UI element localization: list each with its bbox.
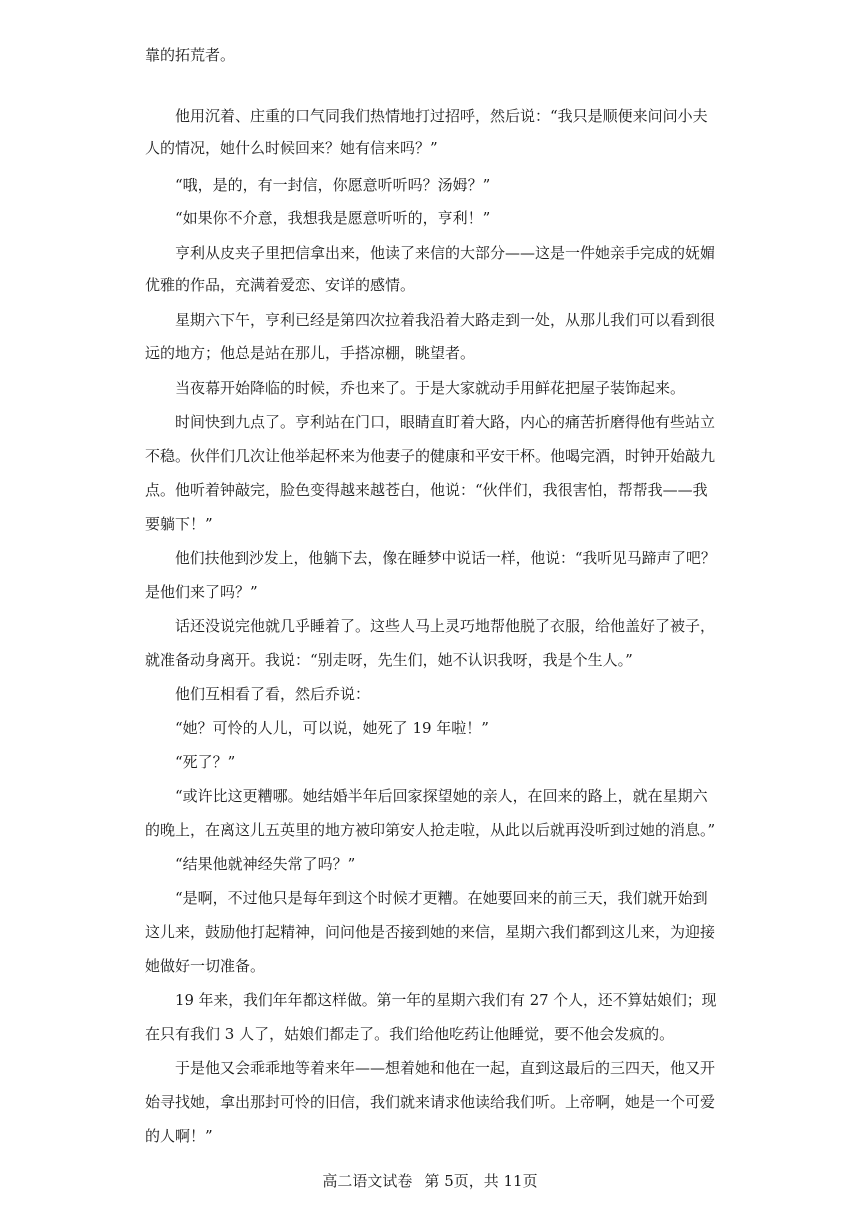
text-line: 远的地方；他总是站在那儿，手搭凉棚，眺望者。 (145, 344, 476, 362)
text-line: 时间快到九点了。亨利站在门口，眼睛直盯着大路，内心的痛苦折磨得他有些站立 (175, 413, 716, 431)
text-line: 她做好一切准备。 (145, 957, 266, 975)
text-line: 当夜幕开始降临的时候，乔也来了。于是大家就动手用鲜花把屋子装饰起来。 (175, 379, 686, 397)
text-line: “结果他就神经失常了吗？” (175, 855, 356, 873)
text-line: 他们互相看了看，然后乔说： (175, 685, 371, 703)
text-line: 于是他又会乖乖地等着来年——想着她和他在一起，直到这最后的三四天，他又开 (175, 1059, 716, 1077)
exam-title: 高二语文试卷 (322, 1172, 413, 1190)
text-line: “是啊，不过他只是每年到这个时候才更糟。在她要回来的前三天，我们就开始到 (175, 889, 708, 907)
text-line: 始寻找她，拿出那封可怜的旧信，我们就来请求他读给我们听。上帝啊，她是一个可爱 (145, 1093, 716, 1111)
text-line: 人的情况，她什么时候回来？她有信来吗？” (145, 139, 438, 157)
text-line: 话还没说完他就几乎睡着了。这些人马上灵巧地帮他脱了衣服，给他盖好了被子， (175, 617, 716, 635)
text-line: “哦，是的，有一封信，你愿意听听吗？汤姆？” (175, 176, 491, 194)
text-line: 点。他听着钟敲完，脸色变得越来越苍白，他说：“伙伴们，我很害怕，帮帮我——我 (145, 481, 708, 499)
text-line: 在只有我们 3 人了，姑娘们都走了。我们给他吃药让他睡觉，要不他会发疯的。 (145, 1025, 675, 1043)
text-line: 的人啊！” (145, 1127, 213, 1145)
text-line: 不稳。伙伴们几次让他举起杯来为他妻子的健康和平安干杯。他喝完酒，时钟开始敲九 (145, 447, 716, 465)
text-line: 这儿来，鼓励他打起精神，问问他是否接到她的来信，星期六我们都到这儿来，为迎接 (145, 923, 716, 941)
text-line: “或许比这更糟哪。她结婚半年后回家探望她的亲人，在回来的路上，就在星期六 (175, 787, 708, 805)
page-footer (0, 1170, 860, 1191)
text-line: 是他们来了吗？” (145, 583, 258, 601)
text-line: “死了？” (175, 753, 236, 771)
text-line: 他们扶他到沙发上，他躺下去，像在睡梦中说话一样，他说：“我听见马蹄声了吧？ (175, 549, 716, 567)
text-line: 优雅的作品，充满着爱恋、安详的感情。 (145, 276, 416, 294)
text-line: 他用沉着、庄重的口气同我们热情地打过招呼，然后说：“我只是顺便来问问小夫 (175, 107, 708, 125)
text-line: “如果你不介意，我想我是愿意听听的，亨利！” (175, 209, 491, 227)
text-line: 星期六下午，亨利已经是第四次拉着我沿着大路走到一处，从那儿我们可以看到很 (175, 311, 716, 329)
text-line: “她？可怜的人儿，可以说，她死了 19 年啦！” (175, 719, 489, 737)
text-line: 19 年来，我们年年都这样做。第一年的星期六我们有 27 个人，还不算姑娘们；现 (175, 991, 717, 1009)
text-line: 的晚上，在离这儿五英里的地方被印第安人抢走啦，从此以后就再没听到过她的消息。” (145, 821, 716, 839)
text-line: 靠的拓荒者。 (145, 46, 236, 64)
text-line: 要躺下！” (145, 515, 213, 533)
text-line: 亨利从皮夹子里把信拿出来，他读了来信的大部分——这是一件她亲手完成的妩媚 (175, 244, 716, 262)
page-number: 第 5页，共 11页 (424, 1172, 538, 1190)
text-line: 就准备动身离开。我说：“别走呀，先生们，她不认识我呀，我是个生人。” (145, 651, 633, 669)
